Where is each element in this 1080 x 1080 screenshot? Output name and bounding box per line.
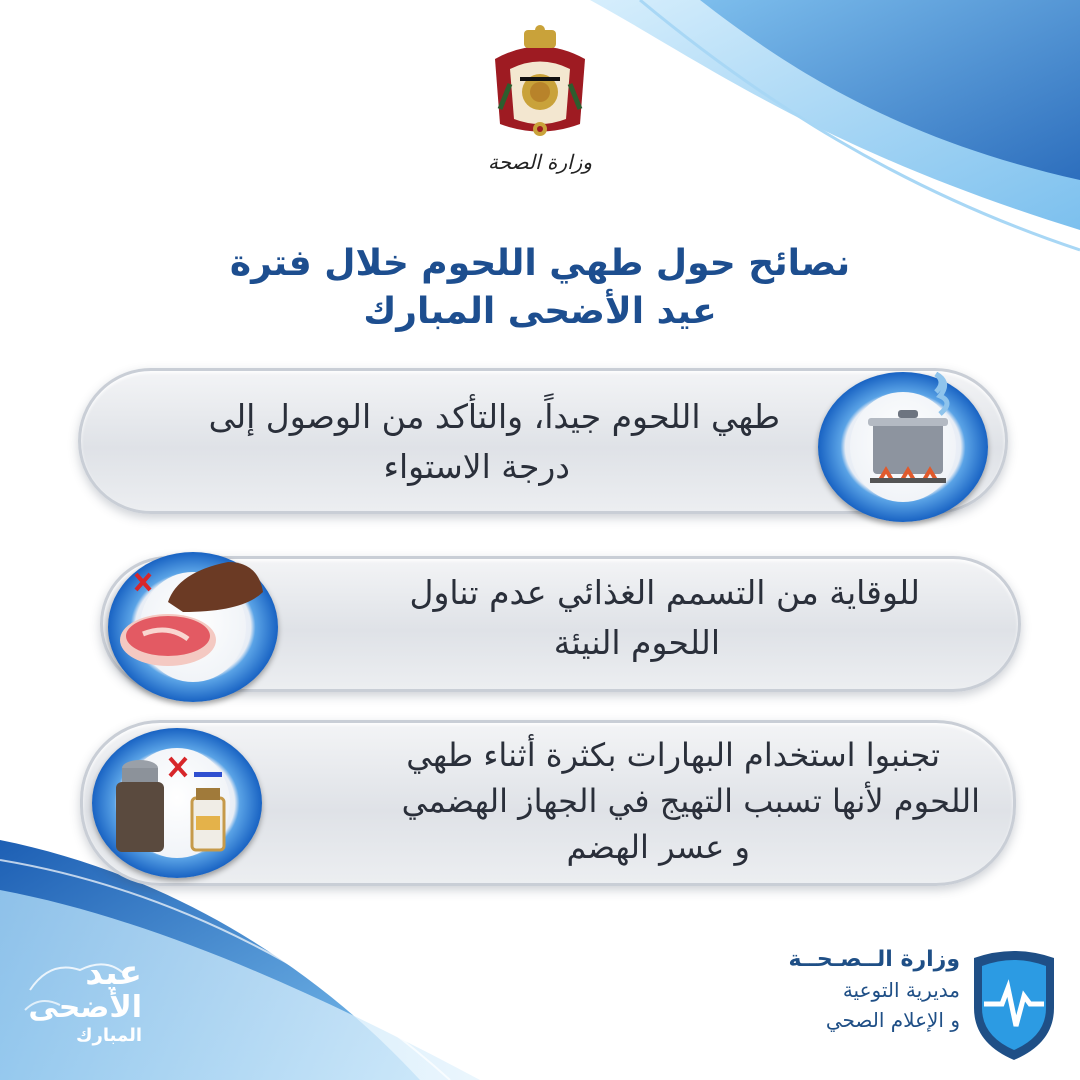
eid-greeting — [22, 955, 142, 1047]
tip-icon-disc-spices — [92, 728, 262, 878]
tip-3-line-2: اللحوم لأنها تسبب التهيج في الجهاز الهضمي — [401, 782, 980, 820]
raw-meat-icon — [108, 552, 278, 702]
jordan-emblem-icon — [480, 24, 600, 154]
eid-line-3: المبارك — [76, 1025, 142, 1046]
eid-line-1: عيد — [85, 953, 142, 993]
tip-text-cooking — [120, 392, 780, 492]
tip-3-line-3: و عسر الهضم — [566, 828, 750, 866]
tip-3-line-1: تجنبوا استخدام البهارات بكثرة أثناء طهي — [406, 736, 940, 774]
tip-2-line-1: للوقاية من التسمم الغذائي عدم تناول — [409, 573, 920, 612]
tip-1-line-1: طهي اللحوم جيداً، والتأكد من الوصول إلى — [208, 397, 780, 436]
tip-icon-disc-cooking — [818, 372, 988, 522]
tip-1-line-2: درجة الاستواء — [383, 447, 570, 486]
footer-ministry-title: وزارة الــصـحــة — [788, 947, 960, 972]
footer-directorate-line-2: و الإعلام الصحي — [825, 1008, 960, 1032]
tip-2-line-2: اللحوم النيئة — [553, 623, 720, 662]
cooking-pot-icon — [818, 372, 988, 522]
title-line-1: نصائح حول طهي اللحوم خلال فترة — [229, 243, 851, 284]
spices-icon — [92, 728, 262, 878]
shield-heartbeat-icon — [968, 948, 1060, 1063]
tip-text-spices — [270, 732, 980, 870]
page-title — [140, 240, 940, 336]
footer-directorate-line-1: مديرية التوعية — [842, 978, 960, 1002]
eid-line-2: الأضحى — [28, 990, 142, 1025]
title-line-2: عيد الأضحى المبارك — [363, 291, 717, 332]
ministry-signature-text: وزارة الصحة — [488, 150, 592, 174]
tip-text-raw-meat — [300, 568, 920, 668]
footer-ministry-text — [760, 945, 960, 1035]
tip-icon-disc-raw-meat — [108, 552, 278, 702]
